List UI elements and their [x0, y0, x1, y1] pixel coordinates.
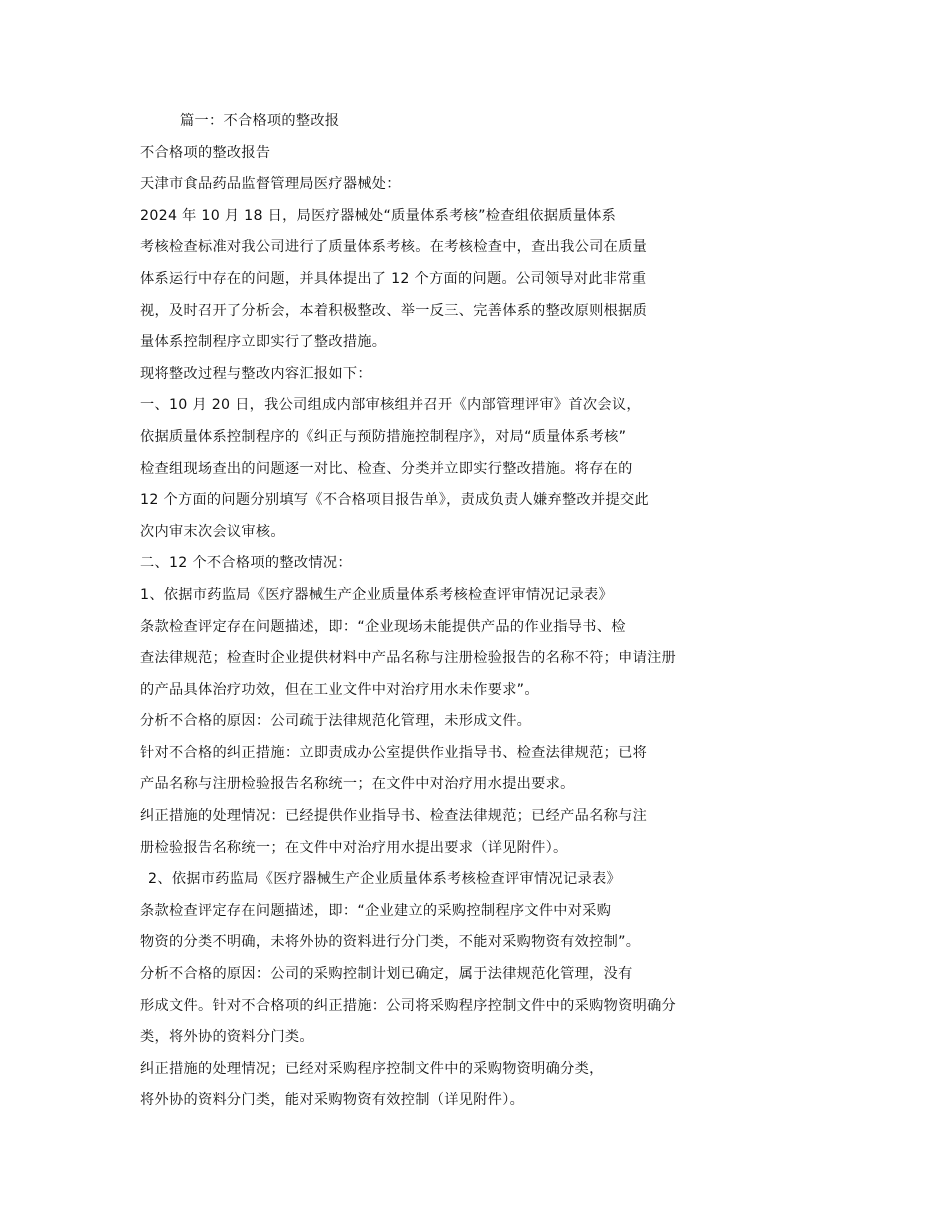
paragraph-line: 现将整改过程与整改内容汇报如下： — [140, 365, 372, 382]
paragraph-line: 分析不合格的原因：公司疏于法律规范化管理，未形成文件。 — [140, 713, 532, 730]
paragraph-line: 分析不合格的原因：公司的采购控制计划已确定，属于法律规范化管理，没有 — [140, 966, 633, 983]
paragraph-line: 针对不合格的纠正措施：立即责成办公室提供作业指导书、检查法律规范；已将 — [140, 744, 648, 761]
paragraph-line: 依据质量体系控制程序的《纠正与预防措施控制程序》，对局“质量体系考核” — [140, 428, 627, 445]
paragraph-line: 查法律规范；检查时企业提供材料中产品名称与注册检验报告的名称不符；申请注册 — [140, 650, 677, 667]
paragraph-line: 条款检查评定存在问题描述，即：“企业现场未能提供产品的作业指导书、检 — [140, 618, 626, 635]
paragraph-line: 将外协的资料分门类，能对采购物资有效控制（详见附件）。 — [140, 1092, 525, 1109]
paragraph-line: 12 个方面的问题分别填写《不合格项目报告单》，责成负责人嫌弃整改并提交此 — [140, 492, 649, 509]
paragraph-line: 2、依据市药监局《医疗器械生产企业质量体系考核检查评审情况记录表》 — [148, 871, 621, 888]
paragraph-line: 物资的分类不明确，未将外协的资料进行分门类，不能对采购物资有效控制”。 — [140, 934, 641, 951]
section-heading: 篇一：不合格项的整改报 — [180, 113, 340, 129]
paragraph-line: 册检验报告名称统一；在文件中对治疗用水提出要求（详见附件）。 — [140, 839, 568, 856]
paragraph-line: 考核检查标准对我公司进行了质量体系考核。在考核检查中，查出我公司在质量 — [140, 239, 648, 256]
section-subheading: 二、12 个不合格项的整改情况： — [140, 555, 352, 572]
paragraph-line: 体系运行中存在的问题，并具体提出了 12 个方面的问题。公司领导对此非常重 — [140, 270, 647, 287]
report-title: 不合格项的整改报告 — [140, 144, 271, 161]
document-body — [140, 112, 790, 1123]
paragraph-line: 2024 年 10 月 18 日，局医疗器械处“质量体系考核”检查组依据质量体系 — [140, 207, 617, 224]
paragraph-line: 类，将外协的资料分门类。 — [140, 1029, 314, 1046]
paragraph-line: 检查组现场查出的问题逐一对比、检查、分类并立即实行整改措施。将存在的 — [140, 460, 633, 477]
paragraph-line: 的产品具体治疗功效，但在工业文件中对治疗用水未作要求”。 — [140, 681, 539, 698]
paragraph-line: 视，及时召开了分析会，本着积极整改、举一反三、完善体系的整改原则根据质 — [140, 302, 648, 319]
paragraph-line: 一、10 月 20 日，我公司组成内部审核组并召开《内部管理评审》首次会议， — [140, 397, 641, 414]
paragraph-line: 纠正措施的处理情况；已经对采购程序控制文件中的采购物资明确分类， — [140, 1060, 604, 1077]
paragraph-line: 形成文件。针对不合格项的纠正措施：公司将采购程序控制文件中的采购物资明确分 — [140, 997, 677, 1014]
paragraph-line: 产品名称与注册检验报告名称统一；在文件中对治疗用水提出要求。 — [140, 776, 575, 793]
addressee: 天津市食品药品监督管理局医疗器械处： — [140, 176, 401, 193]
paragraph-line: 量体系控制程序立即实行了整改措施。 — [140, 334, 387, 351]
paragraph-line: 次内审末次会议审核。 — [140, 523, 285, 540]
paragraph-line: 条款检查评定存在问题描述，即：“企业建立的采购控制程序文件中对采购 — [140, 902, 612, 919]
paragraph-line: 1、依据市药监局《医疗器械生产企业质量体系考核检查评审情况记录表》 — [140, 586, 613, 603]
paragraph-line: 纠正措施的处理情况：已经提供作业指导书、检查法律规范；已经产品名称与注 — [140, 808, 648, 825]
